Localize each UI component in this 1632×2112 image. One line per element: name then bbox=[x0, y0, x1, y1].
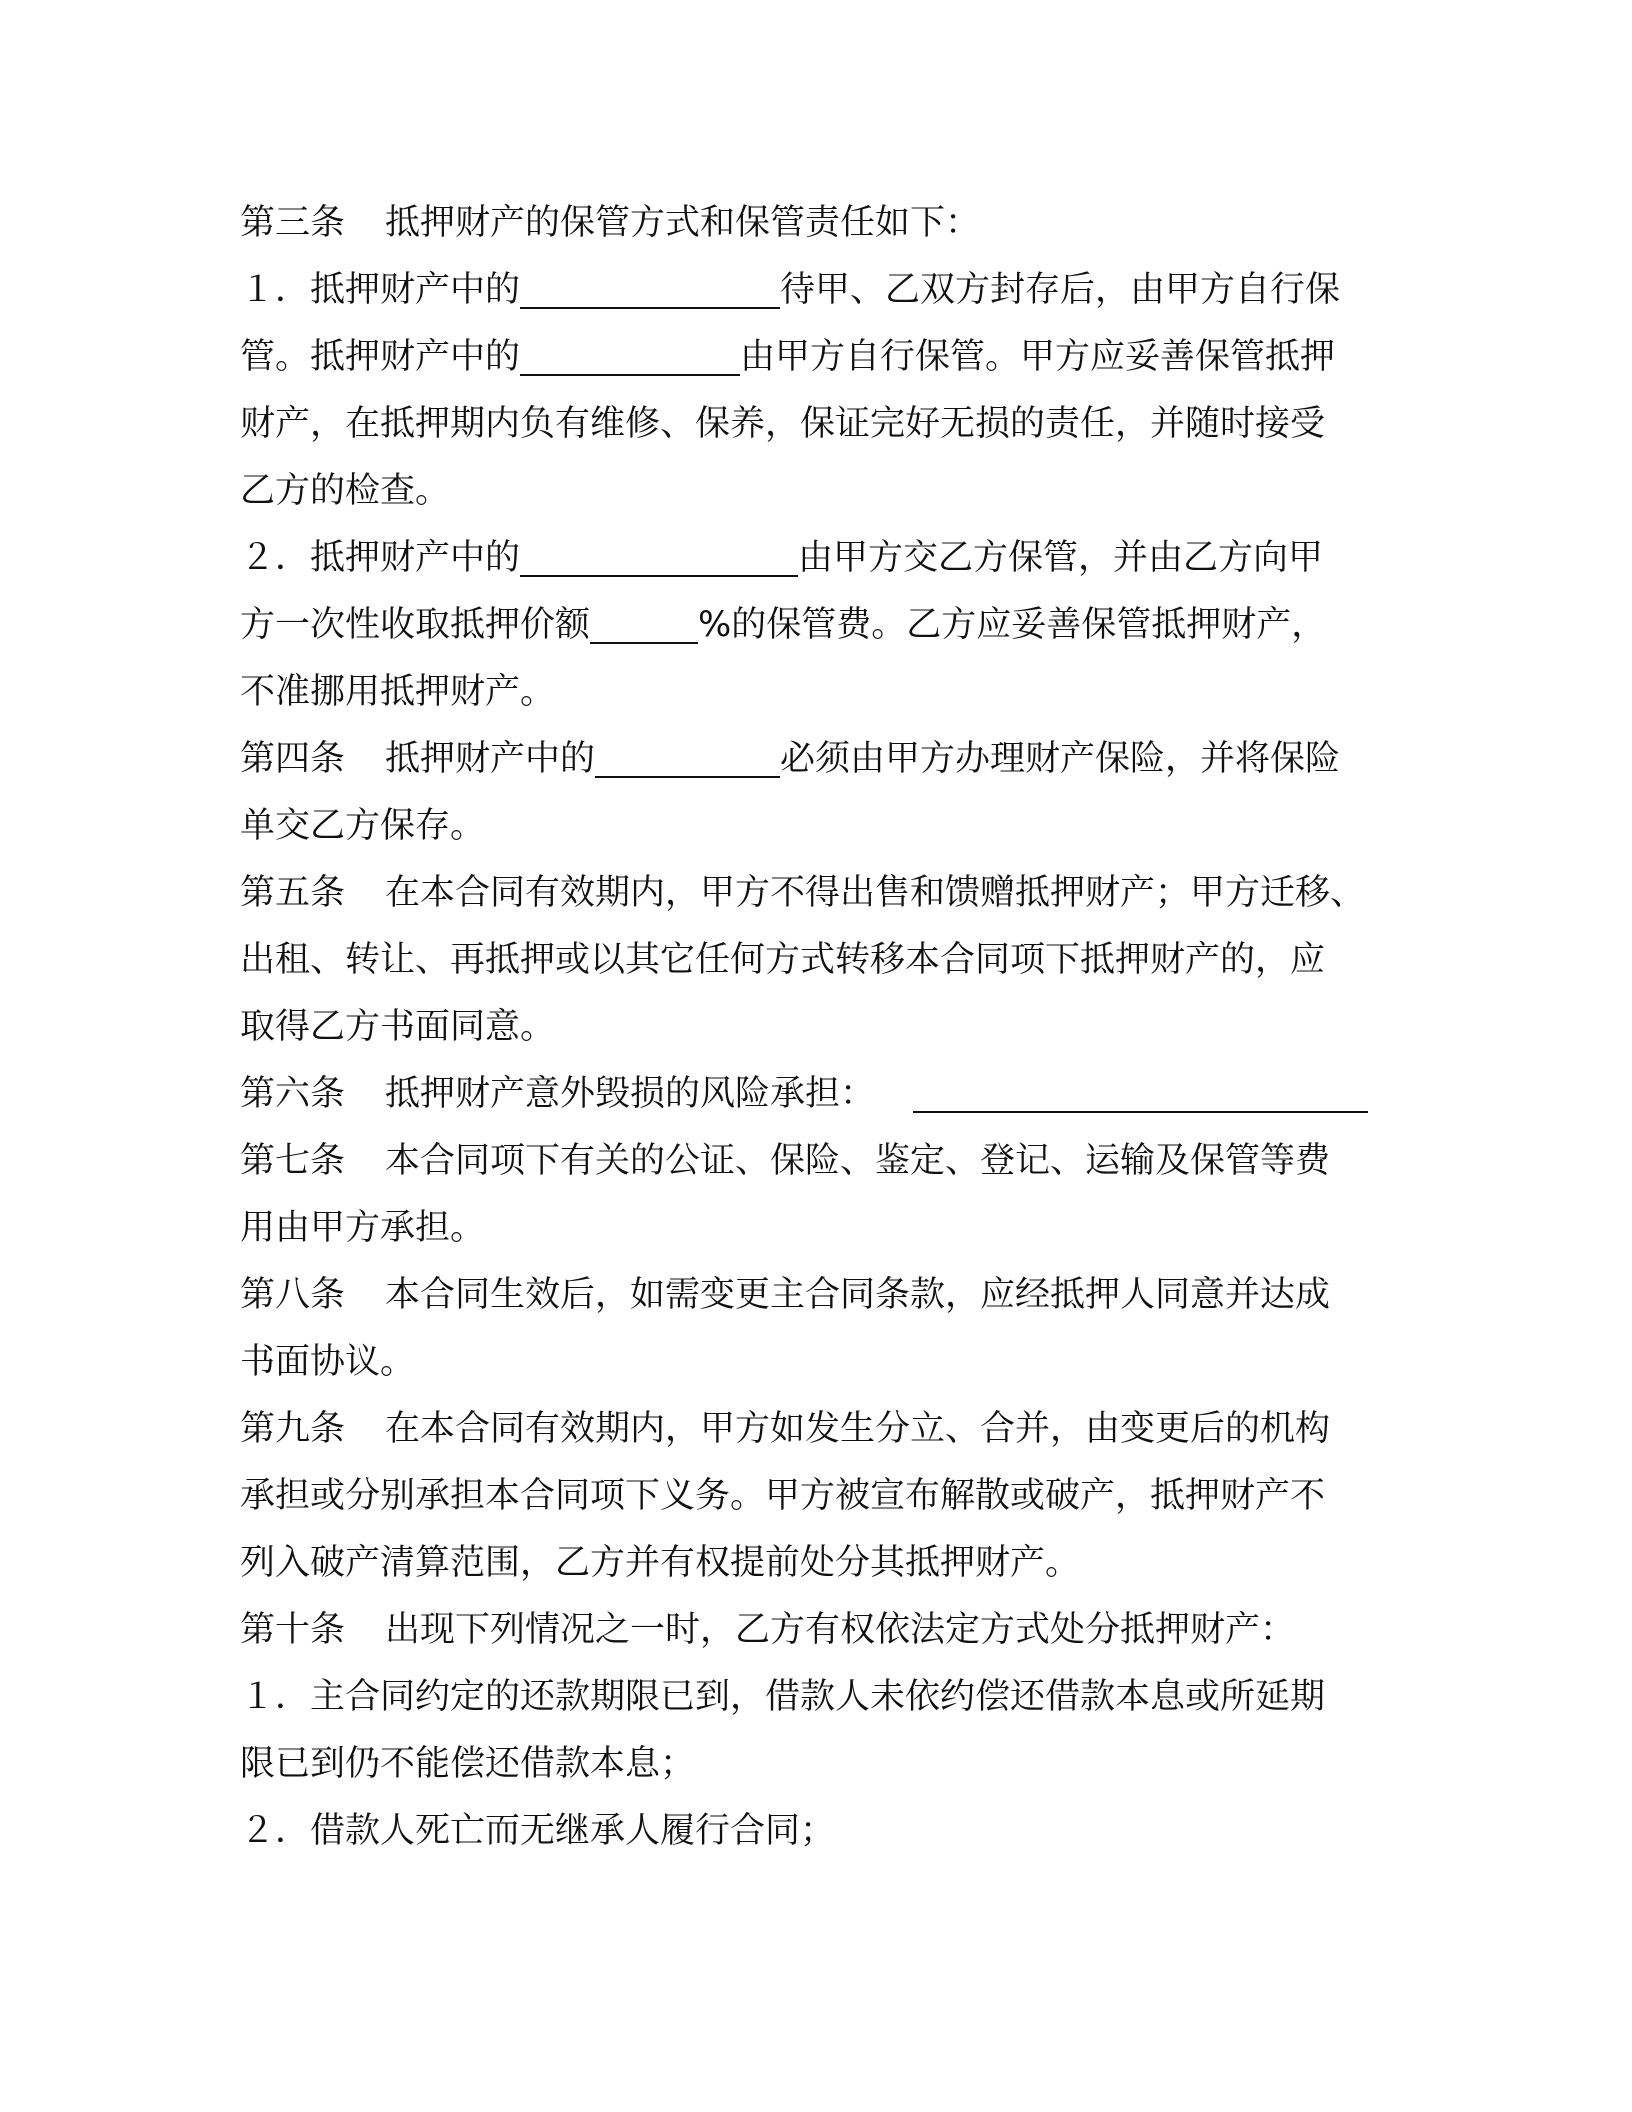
article-number: 第九条 bbox=[240, 1409, 346, 1449]
article-text: 出现下列情况之一时，乙方有权依法定方式处分抵押财产： bbox=[385, 1610, 1296, 1650]
article-number: 第六条 bbox=[240, 1074, 346, 1114]
article-10-line-1 bbox=[240, 1597, 1390, 1664]
item-text: 待甲、乙双方封存后，由甲方自行保 bbox=[780, 270, 1341, 310]
article-number: 第三条 bbox=[240, 203, 346, 243]
article-5-line-3: 取得乙方书面同意。 bbox=[240, 1007, 556, 1047]
article-3-item-1-line-2 bbox=[240, 324, 1390, 391]
article-7-line-2: 用由甲方承担。 bbox=[240, 1208, 486, 1248]
article-3-item-1-line-1 bbox=[240, 257, 1390, 324]
article-6-line-1 bbox=[240, 1061, 1390, 1128]
article-3-heading bbox=[240, 190, 1390, 257]
article-5-line-1 bbox=[240, 860, 1390, 927]
item-number: ２． bbox=[240, 538, 311, 578]
item-text: 管。抵押财产中的 bbox=[240, 337, 521, 377]
article-text: 必须由甲方办理财产保险，并将保险 bbox=[780, 739, 1341, 779]
article-text: 在本合同有效期内，甲方如发生分立、合并，由变更后的机构 bbox=[385, 1409, 1331, 1449]
article-4-line-1 bbox=[240, 726, 1390, 793]
item-text: 主合同约定的还款期限已到，借款人未依约偿还借款本息或所延期 bbox=[310, 1677, 1326, 1717]
article-4-line-2: 单交乙方保存。 bbox=[240, 806, 486, 846]
fill-in-blank[interactable] bbox=[595, 736, 780, 778]
article-3-item-1-line-3: 财产，在抵押期内负有维修、保养，保证完好无损的责任，并随时接受 bbox=[240, 404, 1326, 444]
article-text: 抵押财产意外毁损的风险承担： bbox=[385, 1074, 876, 1114]
article-8-line-1 bbox=[240, 1262, 1390, 1329]
article-9-line-3: 列入破产清算范围，乙方并有权提前处分其抵押财产。 bbox=[240, 1543, 1081, 1583]
article-8-line-2: 书面协议。 bbox=[240, 1342, 416, 1382]
fill-in-blank[interactable] bbox=[520, 334, 740, 376]
fill-in-blank[interactable] bbox=[520, 267, 780, 309]
article-number: 第七条 bbox=[240, 1141, 346, 1181]
article-number: 第八条 bbox=[240, 1275, 346, 1315]
article-10-item-1-line-2: 限已到仍不能偿还借款本息； bbox=[240, 1744, 696, 1784]
article-7-line-1 bbox=[240, 1128, 1390, 1195]
article-3-item-2-line-2 bbox=[240, 592, 1390, 659]
contract-page bbox=[240, 190, 1390, 1865]
article-number: 第十条 bbox=[240, 1610, 346, 1650]
article-9-line-1 bbox=[240, 1396, 1390, 1463]
item-text: %的保管费。乙方应妥善保管抵押财产， bbox=[698, 605, 1327, 645]
article-5-line-2: 出租、转让、再抵押或以其它任何方式转移本合同项下抵押财产的，应 bbox=[240, 940, 1326, 980]
item-text: 方一次性收取抵押价额 bbox=[240, 605, 591, 645]
article-10-item-2-line-1 bbox=[240, 1798, 1390, 1865]
article-3-item-2-line-1 bbox=[240, 525, 1390, 592]
article-number: 第五条 bbox=[240, 873, 346, 913]
item-text: 借款人死亡而无继承人履行合同； bbox=[310, 1811, 836, 1851]
article-text: 抵押财产中的 bbox=[385, 739, 596, 779]
article-3-item-1-line-4: 乙方的检查。 bbox=[240, 471, 451, 511]
item-number: １． bbox=[240, 1677, 311, 1717]
article-3-item-2-line-3: 不准挪用抵押财产。 bbox=[240, 672, 556, 712]
item-number: １． bbox=[240, 270, 311, 310]
article-text: 在本合同有效期内，甲方不得出售和馈赠抵押财产；甲方迁移、 bbox=[385, 873, 1366, 913]
article-text: 抵押财产的保管方式和保管责任如下： bbox=[385, 203, 981, 243]
article-text: 本合同项下有关的公证、保险、鉴定、登记、运输及保管等费 bbox=[385, 1141, 1331, 1181]
article-number: 第四条 bbox=[240, 739, 346, 779]
article-text: 本合同生效后，如需变更主合同条款，应经抵押人同意并达成 bbox=[385, 1275, 1331, 1315]
item-number: ２． bbox=[240, 1811, 311, 1851]
article-9-line-2: 承担或分别承担本合同项下义务。甲方被宣布解散或破产，抵押财产不 bbox=[240, 1476, 1326, 1516]
item-text: 由甲方交乙方保管，并由乙方向甲 bbox=[798, 538, 1324, 578]
fill-in-blank[interactable] bbox=[913, 1071, 1368, 1113]
item-text: 抵押财产中的 bbox=[310, 538, 521, 578]
item-text: 抵押财产中的 bbox=[310, 270, 521, 310]
fill-in-blank[interactable] bbox=[520, 535, 798, 577]
fill-in-blank[interactable] bbox=[590, 602, 698, 644]
item-text: 由甲方自行保管。甲方应妥善保管抵押 bbox=[740, 337, 1336, 377]
article-10-item-1-line-1 bbox=[240, 1664, 1390, 1731]
